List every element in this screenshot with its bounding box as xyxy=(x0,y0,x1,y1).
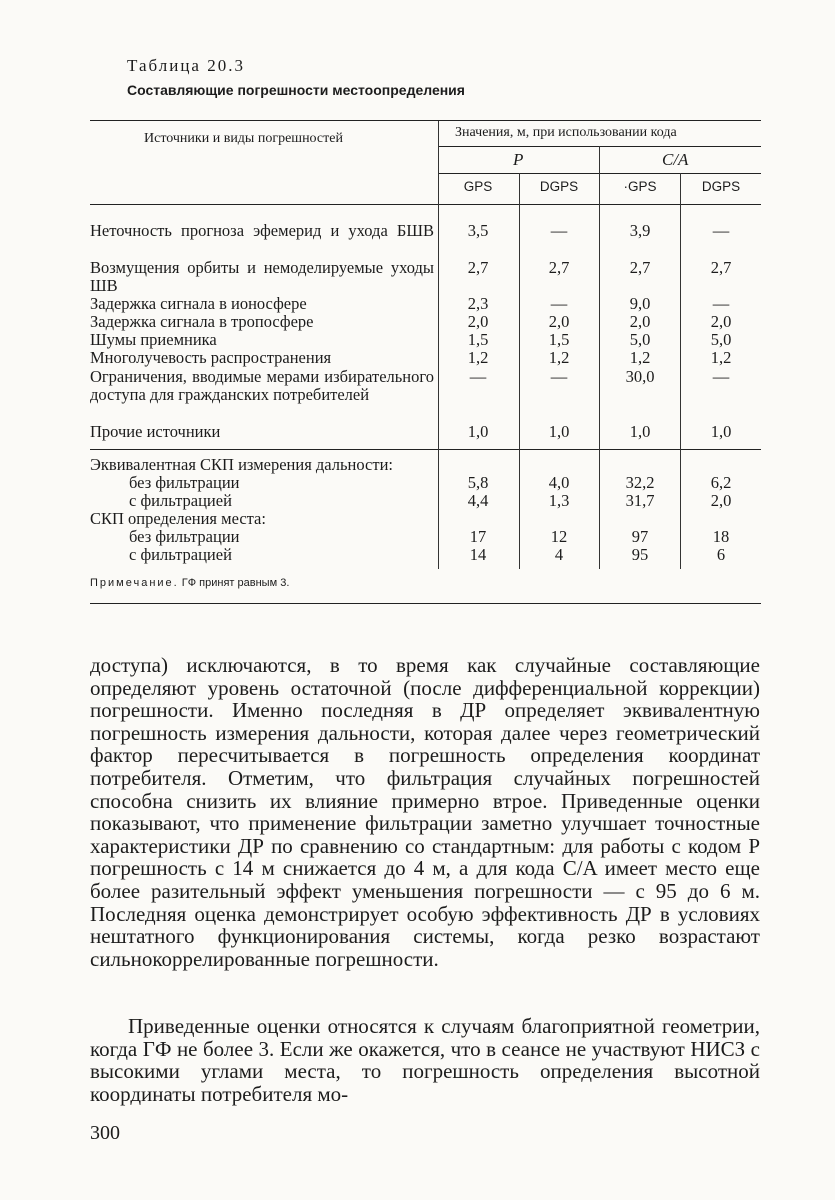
table-title: Составляющие погрешности местоопределения xyxy=(127,82,465,98)
cell-value: 31,7 xyxy=(625,491,655,510)
cell-value: 1,2 xyxy=(467,348,489,367)
cell-value: — xyxy=(550,367,568,386)
row-label: Задержка сигнала в тропосфере xyxy=(90,312,314,331)
cell-value: 2,7 xyxy=(467,258,489,277)
table-bottom-rule xyxy=(90,603,761,604)
cell-value: — xyxy=(712,367,730,386)
cell-value: 97 xyxy=(631,527,649,546)
cell-value: 17 xyxy=(469,527,487,546)
receiver-header: DGPS xyxy=(539,179,579,194)
cell-value: 2,0 xyxy=(710,491,732,510)
table-row xyxy=(0,295,835,313)
cell-value: 6,2 xyxy=(710,473,732,492)
cell-value: 2,0 xyxy=(710,312,732,331)
table-row xyxy=(0,222,835,240)
cell-value: 1,0 xyxy=(629,422,651,441)
receiver-header: GPS xyxy=(463,179,493,194)
values-column-header: Значения, м, при использовании кода xyxy=(455,125,677,140)
cell-value: 4,0 xyxy=(548,473,570,492)
cell-value: 2,0 xyxy=(548,312,570,331)
cell-value: 4,4 xyxy=(467,491,489,510)
cell-value: 3,9 xyxy=(629,221,651,240)
cell-value: 12 xyxy=(550,527,568,546)
summary-label: СКП определения места: xyxy=(90,509,266,528)
receiver-header: DGPS xyxy=(701,179,741,194)
row-label: Задержка сигнала в ионосфере xyxy=(90,294,307,313)
cell-value: 6 xyxy=(716,545,726,564)
note-label: Примечание. xyxy=(90,577,179,589)
cell-value: 95 xyxy=(631,545,649,564)
row-label: Прочие источники xyxy=(90,422,221,441)
code-ca-header: C/A xyxy=(662,150,689,169)
cell-value: 2,0 xyxy=(629,312,651,331)
cell-value: 32,2 xyxy=(625,473,655,492)
cell-value: 2,0 xyxy=(467,312,489,331)
summary-row xyxy=(0,546,835,564)
summary-label: Эквивалентная СКП измерения дальности: xyxy=(90,455,393,474)
summary-label: с фильтрацией xyxy=(129,545,232,564)
cell-value: 4 xyxy=(554,545,564,564)
source-column-header: Источники и виды погрешностей xyxy=(144,131,343,146)
receiver-header: ·GPS xyxy=(623,179,657,194)
cell-value: 1,5 xyxy=(467,330,489,349)
cell-value: 1,0 xyxy=(467,422,489,441)
cell-value: 1,5 xyxy=(548,330,570,349)
row-label: Ограничения, вводимые мерами избирательного доступа для гражданских потребителей xyxy=(90,367,434,404)
summary-label: с фильтрацией xyxy=(129,491,232,510)
code-p-header: P xyxy=(513,150,524,169)
table-top-rule xyxy=(90,120,761,121)
cell-value: 5,0 xyxy=(629,330,651,349)
cell-value: 9,0 xyxy=(629,294,651,313)
row-label: Шумы приемника xyxy=(90,330,217,349)
cell-value: 1,2 xyxy=(629,348,651,367)
cell-value: — xyxy=(550,294,568,313)
summary-row xyxy=(0,456,835,474)
cell-value: 1,2 xyxy=(548,348,570,367)
cell-value: 1,2 xyxy=(710,348,732,367)
row-label: Возмущения орбиты и немоделируемые уходы ШВ xyxy=(90,258,434,295)
body-paragraph: Приведенные оценки относятся к случаям благоприятной геометрии, когда ГФ не более 3. Если же окажется, что в сеансе не участвуют НИСЗ с высокими углами места, то погрешность определения высотной координаты потребителя мо- xyxy=(90,1014,760,1106)
row-label: Многолучевость распространения xyxy=(90,348,332,367)
summary-label: без фильтрации xyxy=(129,473,240,492)
table-row xyxy=(0,423,835,441)
summary-divider-rule xyxy=(90,449,761,450)
table-note xyxy=(90,577,289,589)
cell-value: — xyxy=(712,221,730,240)
header-bottom-rule xyxy=(90,204,761,205)
summary-label: без фильтрации xyxy=(129,527,240,546)
cell-value: 5,8 xyxy=(467,473,489,492)
cell-value: 2,7 xyxy=(548,258,570,277)
summary-row xyxy=(0,492,835,510)
table-row xyxy=(0,331,835,349)
row-label: Неточность прогноза эфемерид и ухода БШВ xyxy=(90,221,434,240)
table-row xyxy=(0,367,835,404)
cell-value: 1,0 xyxy=(710,422,732,441)
cell-value: — xyxy=(469,367,487,386)
cell-value: 1,3 xyxy=(548,491,570,510)
table-number: Таблица 20.3 xyxy=(127,56,245,75)
body-paragraph: доступа) исключаются, в то время как случайные составляющие определяют уровень остаточной (после дифференциальной коррекции) погрешности. Именно последняя в ДР определяет эквивалентную погрешность измерения дальности, которая далее через геометрический фактор пересчитывается в погрешность определения координат потребителя. Отметим, что фильтрация случайных погрешностей способна снизить их влияние примерно втрое. Приведенные оценки показывают, что применение фильтрации заметно улучшает точностные характеристики ДР по сравнению со стандартным: для работы с кодом P погрешность с 14 м снижается до 4 м, а для кода C/A имеет место еще более разительный эффект уменьшения погрешности — с 95 до 6 м. Последняя оценка демонстрирует особую эффективность ДР в условиях нештатного функционирования системы, когда резко возрастают сильнокоррелированные погрешности. xyxy=(90,653,760,971)
cell-value: — xyxy=(550,221,568,240)
summary-row xyxy=(0,510,835,528)
cell-value: 1,0 xyxy=(548,422,570,441)
cell-value: 5,0 xyxy=(710,330,732,349)
cell-value: 3,5 xyxy=(467,221,489,240)
cell-value: — xyxy=(712,294,730,313)
cell-value: 2,7 xyxy=(629,258,651,277)
cell-value: 2,3 xyxy=(467,294,489,313)
summary-row xyxy=(0,474,835,492)
note-text: ГФ принят равным 3. xyxy=(181,577,290,589)
table-row xyxy=(0,258,835,295)
cell-value: 2,7 xyxy=(710,258,732,277)
cell-value: 18 xyxy=(712,527,730,546)
cell-value: 14 xyxy=(469,545,487,564)
table-row xyxy=(0,313,835,331)
table-row xyxy=(0,349,835,367)
cell-value: 30,0 xyxy=(625,367,655,386)
page-number: 300 xyxy=(90,1122,120,1144)
summary-row xyxy=(0,528,835,546)
